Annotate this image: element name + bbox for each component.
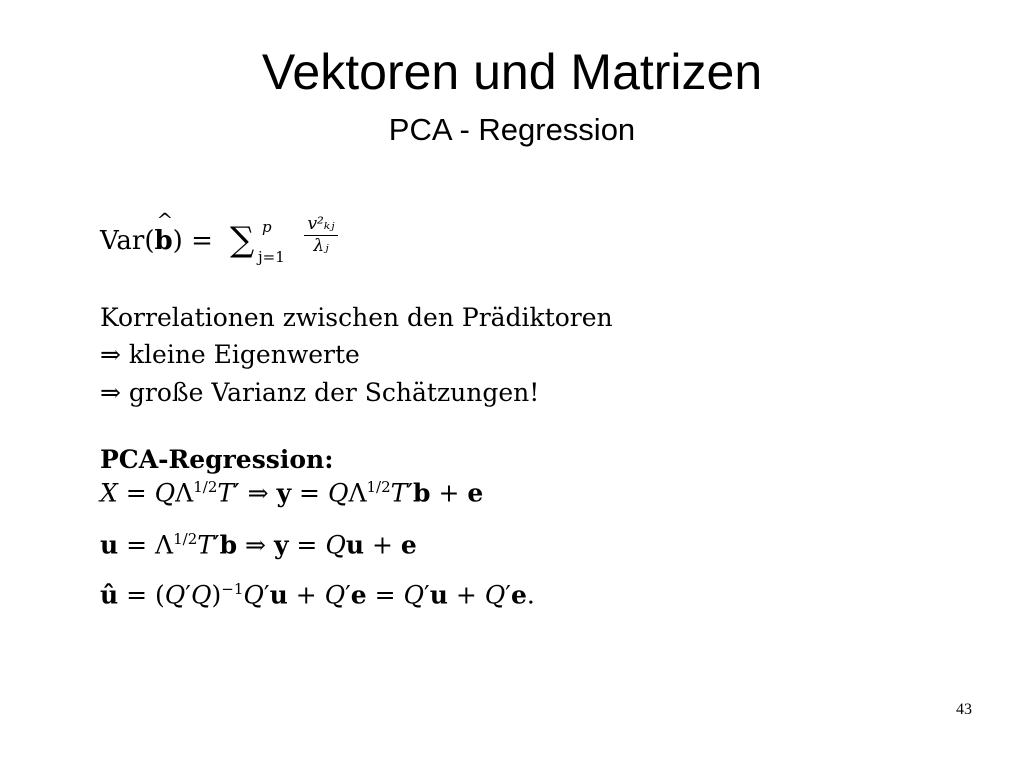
sum-lower-limit: j=1 [258, 248, 285, 266]
equation-3: û = $(Q'Q)^{-1}Q'u + Q'e = Q'u + Q'e$. [100, 580, 535, 610]
equation-2: $u = \Lambda^{1/2}T'b$ ⇒ y = Qu + e [100, 530, 417, 560]
sum-upper-limit: p [262, 218, 272, 236]
text-line-small-eigenvalues: ⇒ kleine Eigenwerte [100, 340, 360, 369]
page-number: 43 [956, 701, 972, 718]
variance-fraction [304, 214, 338, 256]
fraction-numerator: v²ₖⱼ [304, 214, 338, 236]
variance-lhs: Var( ^ b) = [100, 208, 213, 256]
fraction-denominator: λⱼ [313, 236, 329, 256]
pca-regression-heading: PCA-Regression: [100, 445, 334, 474]
equation-1: $X = Q\Lambda^{1/2}T'$ ⇒ $y = Q\Lambda^{1/2}T'b + e$ [100, 478, 484, 508]
slide-title: Vektoren und Matrizen [261, 44, 763, 100]
text-line-large-variance: ⇒ große Varianz der Schätzungen! [100, 378, 540, 407]
slide-subtitle: PCA - Regression [388, 112, 636, 147]
sum-symbol: ∑ [230, 220, 255, 260]
text-line-correlations: Korrelationen zwischen den Prädiktoren [100, 303, 613, 332]
